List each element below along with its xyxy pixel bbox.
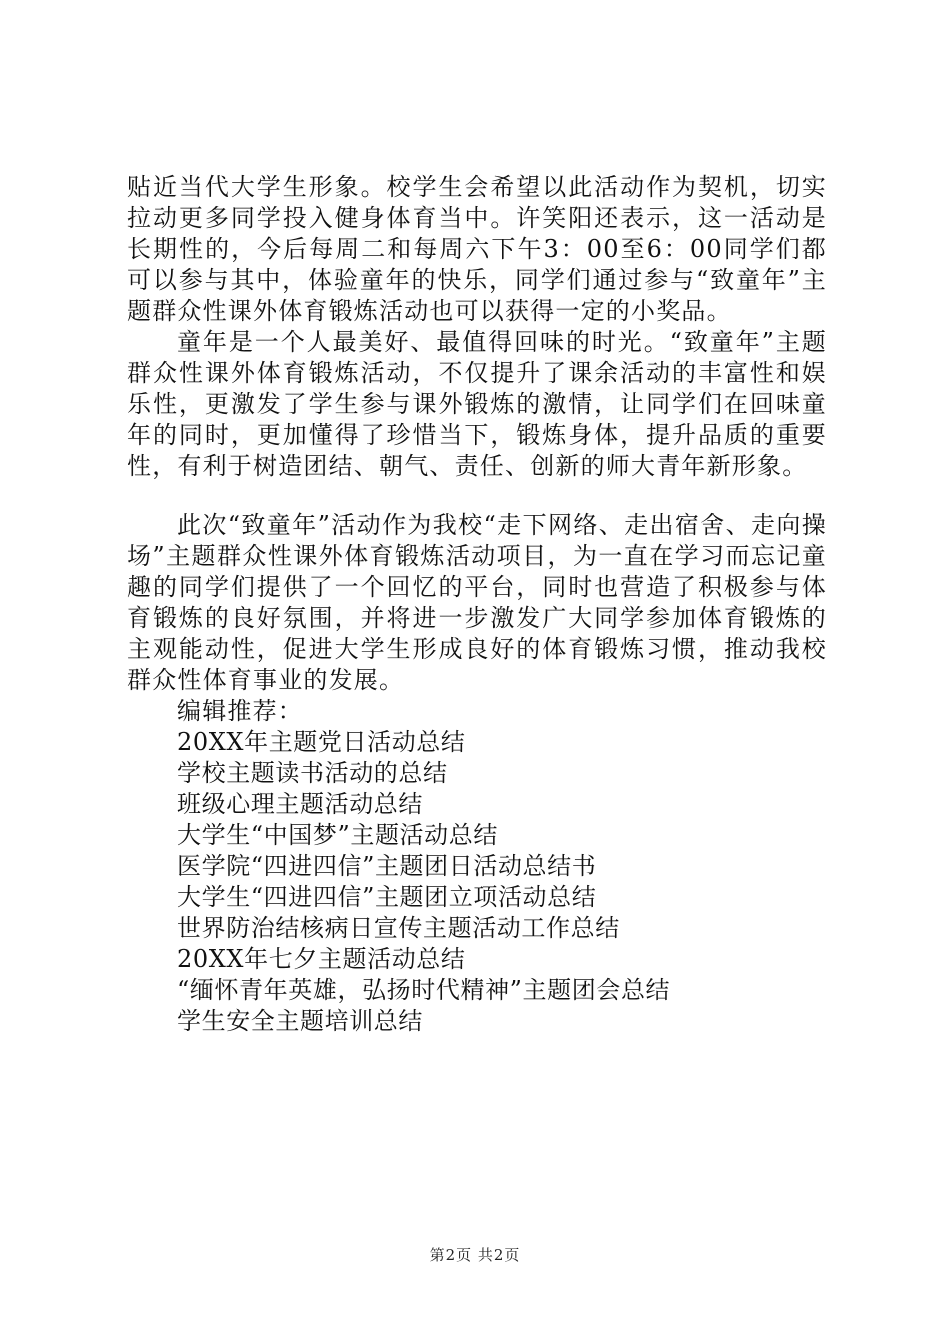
- recommend-link[interactable]: 医学院“四进四信”主题团日活动总结书: [177, 852, 597, 880]
- recommend-link[interactable]: 世界防治结核病日宣传主题活动工作总结: [177, 914, 620, 942]
- paragraph-2: 童年是一个人最美好、最值得回味的时光。“致童年”主题群众性课外体育锻炼活动，不仅提升了课余活动的丰富性和娱乐性，更激发了学生参与课外锻炼的激情，让同学们在回味童年的同时，更加懂得了珍惜当下，锻炼身体，提升品质的重要性，有利于树造团结、朝气、责任、创新的师大青年新形象。: [127, 328, 827, 480]
- recommend-title: 编辑推荐：: [177, 697, 303, 725]
- recommend-link[interactable]: 学校主题读书活动的总结: [177, 759, 448, 787]
- recommend-link[interactable]: 20XX年主题党日活动总结: [177, 728, 466, 756]
- article-body: [127, 172, 827, 1037]
- paragraph-1: 贴近当代大学生形象。校学生会希望以此活动作为契机，切实拉动更多同学投入健身体育当中。许笑阳还表示，这一活动是长期性的，今后每周二和每周六下午3：00至6：00同学们都可以参与其中，体验童年的快乐，同学们通过参与“致童年”主题群众性课外体育锻炼活动也可以获得一定的小奖品。: [127, 173, 827, 325]
- recommend-link[interactable]: 20XX年七夕主题活动总结: [177, 945, 466, 973]
- recommend-link[interactable]: 班级心理主题活动总结: [177, 790, 423, 818]
- recommend-link[interactable]: “缅怀青年英雄，弘扬时代精神”主题团会总结: [177, 976, 671, 1004]
- recommend-link[interactable]: 学生安全主题培训总结: [177, 1007, 423, 1035]
- page-footer: 第2页 共2页: [429, 1246, 521, 1264]
- paragraph-gap: [127, 482, 827, 510]
- recommend-link[interactable]: 大学生“中国梦”主题活动总结: [177, 821, 498, 849]
- paragraph-3: 此次“致童年”活动作为我校“走下网络、走出宿舍、走向操场”主题群众性课外体育锻炼活动项目，为一直在学习而忘记童趣的同学们提供了一个回忆的平台，同时也营造了积极参与体育锻炼的良好氛围，并将进一步激发广大同学参加体育锻炼的主观能动性，促进大学生形成良好的体育锻炼习惯，推动我校群众性体育事业的发展。: [127, 511, 827, 694]
- recommend-link[interactable]: 大学生“四进四信”主题团立项活动总结: [177, 883, 597, 911]
- recommend-list: [127, 727, 827, 1037]
